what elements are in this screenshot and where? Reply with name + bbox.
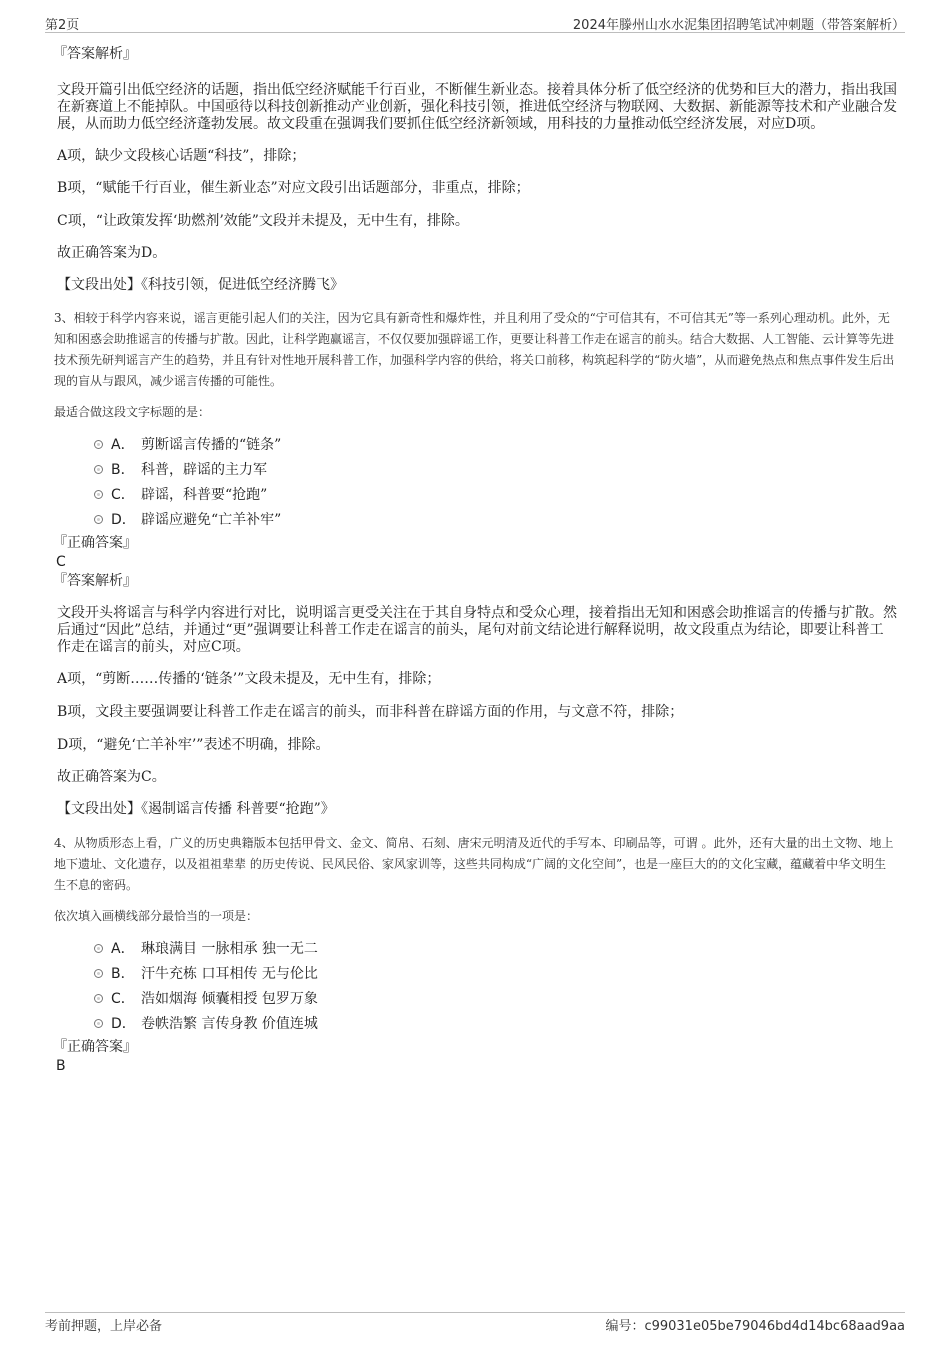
analysis-label: 『答案解析』 xyxy=(53,573,137,589)
question-4 xyxy=(54,833,897,1040)
analysis-label: 『答案解析』 xyxy=(53,46,137,62)
analysis-text: 文段开篇引出低空经济的话题，指出低空经济赋能千行百业，不断催生新业态。接着具体分析了低空经济的优势和巨大的潜力，指出我国在新赛道上不能掉队。中国亟待以科技创新推动产业创新，强化科技引领，推进低空经济与物联网、大数据、新能源等技术和产业融合发展，从而助力低空经济蓬勃发展。故文段重在强调我们要抓住低空经济新领域，用科技的力量推动低空经济发展，对应D项。 xyxy=(57,82,897,132)
option-d[interactable]: D． 卷帙浩繁 言传身教 价值连城 xyxy=(54,1015,897,1040)
radio-icon[interactable] xyxy=(94,969,103,978)
question-4-answer xyxy=(53,1038,897,1076)
question-prompt: 依次填入画横线部分最恰当的一项是： xyxy=(54,909,259,923)
option-d[interactable]: D． 辟谣应避免“亡羊补牢” xyxy=(54,511,897,536)
page-footer xyxy=(45,1312,905,1335)
analysis-option-b: B项，文段主要强调要让科普工作走在谣言的前头，而非科普在辟谣方面的作用，与文意不符，排除； xyxy=(57,704,684,720)
radio-icon[interactable] xyxy=(94,994,103,1003)
question-3 xyxy=(54,308,897,536)
analysis-conclusion: 故正确答案为C。 xyxy=(57,769,166,785)
radio-icon[interactable] xyxy=(94,944,103,953)
question-prompt: 最适合做这段文字标题的是： xyxy=(54,405,211,419)
passage-source: 【文段出处】《科技引领，促进低空经济腾飞》 xyxy=(57,277,344,293)
option-b[interactable]: B． 汗牛充栋 口耳相传 无与伦比 xyxy=(54,965,897,990)
question-text: 4、从物质形态上看，广义的历史典籍版本包括甲骨文、金文、简帛、石刻、唐宋元明清及近代的手写本、印刷品等，可谓 。此外，还有大量的出土文物、地上地下遗址、文化遗存，以及祖祖辈辈 的历史传说、民风民俗、家风家训等，这些共同构成“广阔的文化空间”，也是一座巨大的的文化宝藏，蕴藏着中华文明生生不息的密码。 xyxy=(54,836,894,892)
page-header xyxy=(45,14,905,33)
page-content xyxy=(53,45,897,1076)
answer-label: 『正确答案』 xyxy=(53,1039,137,1055)
option-c[interactable]: C． 浩如烟海 倾囊相授 包罗万象 xyxy=(54,990,897,1015)
page-number: 第2页 xyxy=(45,18,80,33)
radio-icon[interactable] xyxy=(94,1019,103,1028)
correct-answer: C xyxy=(56,554,66,570)
option-a[interactable]: A． 琳琅满目 一脉相承 独一无二 xyxy=(54,940,897,965)
radio-icon[interactable] xyxy=(94,440,103,449)
question-text: 3、相较于科学内容来说，谣言更能引起人们的关注，因为它具有新奇性和爆炸性，并且利用了受众的“宁可信其有，不可信其无”等一系列心理动机。此外，无知和困惑会助推谣言的传播与扩散。因此，让科学跑赢谣言，不仅仅要加强辟谣工作，更要让科普工作走在谣言的前头。结合大数据、人工智能、云计算等先进技术预先研判谣言产生的趋势，并且有针对性地开展科普工作，加强科学内容的供给，将关口前移，构筑起科学的“防火墙”，从而避免热点和焦点事件发生后出现的盲从与跟风，减少谣言传播的可能性。 xyxy=(54,311,895,388)
options-list xyxy=(54,436,897,536)
analysis-conclusion: 故正确答案为D。 xyxy=(57,245,167,261)
footer-slogan: 考前押题，上岸必备 xyxy=(45,1319,163,1334)
analysis-option-c: C项，“让政策发挥‘助燃剂’效能”文段并未提及，无中生有，排除。 xyxy=(57,213,469,229)
passage-source: 【文段出处】《遏制谣言传播 科普要“抢跑”》 xyxy=(57,801,335,817)
analysis-option-d: D项，“避免‘亡羊补牢’”表述不明确，排除。 xyxy=(57,737,330,753)
document-code: 编号：c99031e05be79046bd4d14bc68aad9aa xyxy=(605,1319,905,1334)
analysis-text: 文段开头将谣言与科学内容进行对比，说明谣言更受关注在于其自身特点和受众心理，接着指出无知和困惑会助推谣言的传播与扩散。然后通过“因此”总结，并通过“更”强调要让科普工作走在谣言的前头，尾句对前文结论进行解释说明，故文段重点为结论，即要让科普工作走在谣言的前头，对应C项。 xyxy=(57,605,897,655)
analysis-option-a: A项，缺少文段核心话题“科技”，排除； xyxy=(57,148,306,164)
question-3-answer xyxy=(53,534,897,819)
option-a[interactable]: A． 剪断谣言传播的“链条” xyxy=(54,436,897,461)
document-title: 2024年滕州山水水泥集团招聘笔试冲刺题（带答案解析） xyxy=(572,18,905,33)
correct-answer: B xyxy=(56,1058,66,1074)
analysis-option-a: A项，“剪断……传播的‘链条’”文段未提及，无中生有，排除； xyxy=(57,671,441,687)
analysis-option-b: B项，“赋能千行百业，催生新业态”对应文段引出话题部分，非重点，排除； xyxy=(57,180,530,196)
option-b[interactable]: B． 科普，辟谣的主力军 xyxy=(54,461,897,486)
radio-icon[interactable] xyxy=(94,490,103,499)
radio-icon[interactable] xyxy=(94,465,103,474)
radio-icon[interactable] xyxy=(94,515,103,524)
answer-label: 『正确答案』 xyxy=(53,535,137,551)
option-c[interactable]: C． 辟谣，科普要“抢跑” xyxy=(54,486,897,511)
options-list xyxy=(54,940,897,1040)
previous-question-analysis xyxy=(53,45,897,295)
